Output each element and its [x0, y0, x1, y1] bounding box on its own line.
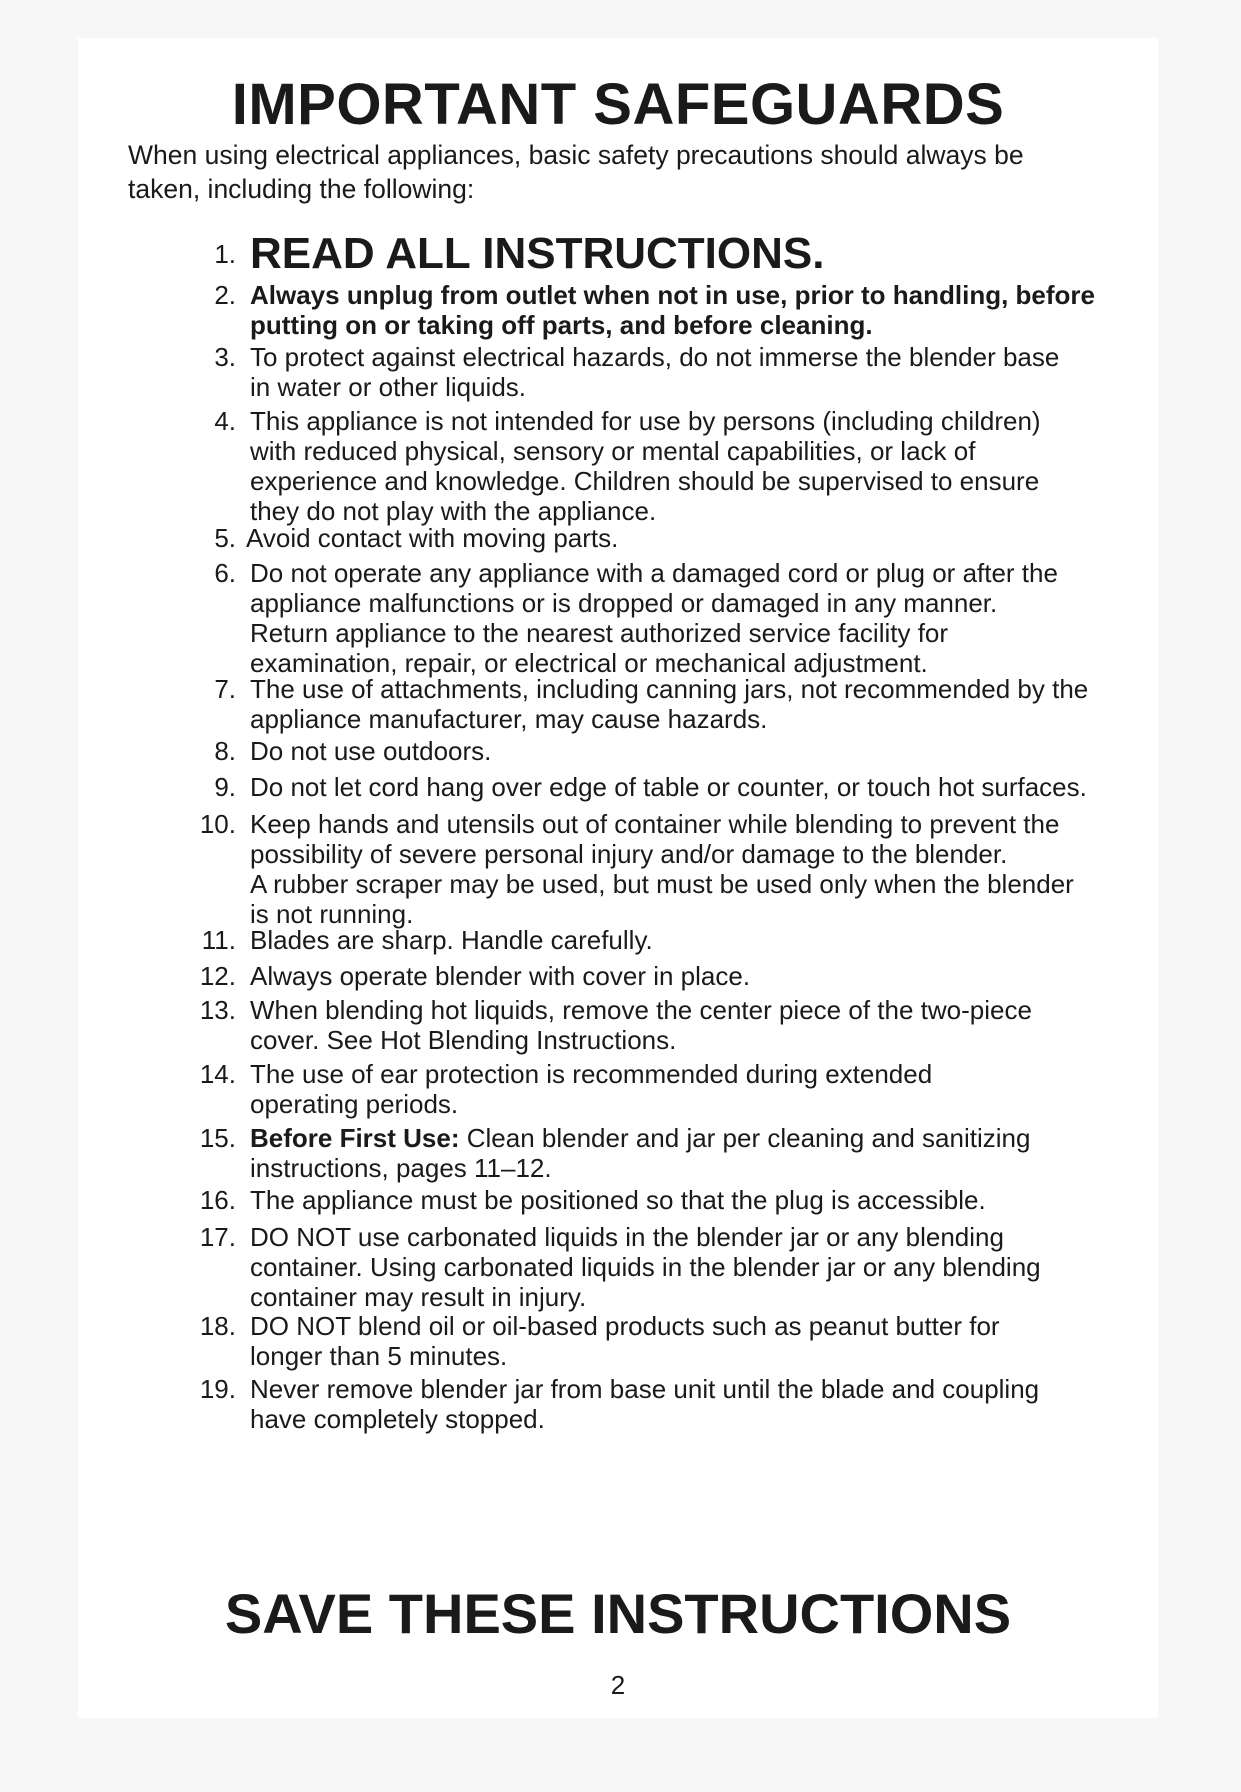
- item-number: 3.: [214, 342, 236, 372]
- item-number: 10.: [199, 809, 236, 839]
- item-line: Never remove blender jar from base unit until the blade and coupling: [250, 1374, 1040, 1404]
- item-line: READ ALL INSTRUCTIONS.: [250, 229, 825, 278]
- item-line: possibility of severe personal injury and/or damage to the blender.: [250, 839, 1008, 869]
- item-line: Do not let cord hang over edge of table or counter, or touch hot surfaces.: [250, 772, 1087, 802]
- item-line: Keep hands and utensils out of container while blending to prevent the: [250, 809, 1060, 839]
- item-number: 2.: [214, 280, 236, 310]
- item-text: [246, 523, 1151, 553]
- item-line: Avoid contact with moving parts.: [246, 523, 619, 553]
- item-text: [250, 1123, 1155, 1183]
- item-number: 18.: [199, 1311, 236, 1341]
- item-line: The use of attachments, including canning jars, not recommended by the: [250, 674, 1089, 704]
- item-text: [250, 772, 1155, 802]
- item-number: 13.: [199, 995, 236, 1025]
- item-line: examination, repair, or electrical or mechanical adjustment.: [250, 648, 928, 678]
- item-line: When blending hot liquids, remove the center piece of the two-piece: [250, 995, 1032, 1025]
- item-number: 14.: [199, 1059, 236, 1089]
- item-line: cover. See Hot Blending Instructions.: [250, 1025, 677, 1055]
- item-text: [250, 1311, 1155, 1371]
- item-text: [250, 558, 1155, 678]
- item-line: appliance manufacturer, may cause hazards.: [250, 704, 768, 734]
- item-text: [250, 995, 1155, 1055]
- page-number: 2: [610, 1670, 626, 1700]
- item-line: Return appliance to the nearest authorized service facility for: [250, 618, 949, 648]
- item-text: [250, 1222, 1155, 1312]
- item-number: 16.: [199, 1185, 236, 1215]
- item-number: 15.: [199, 1123, 236, 1153]
- item-line: is not running.: [250, 899, 414, 929]
- item-text: [250, 342, 1155, 402]
- item-line: To protect against electrical hazards, do not immerse the blender base: [250, 342, 1060, 372]
- save-instructions-heading: SAVE THESE INSTRUCTIONS: [224, 1582, 1012, 1645]
- item-line: Do not use outdoors.: [250, 736, 492, 766]
- item-text: [250, 280, 1155, 340]
- item-bold-prefix: Before First Use:: [250, 1123, 460, 1153]
- item-line: container may result in injury.: [250, 1282, 587, 1312]
- item-line: A rubber scraper may be used, but must be used only when the blender: [250, 869, 1074, 899]
- page-title: IMPORTANT SAFEGUARDS: [231, 72, 1005, 137]
- item-text: [250, 674, 1155, 734]
- item-line: appliance malfunctions or is dropped or damaged in any manner.: [250, 588, 998, 618]
- intro-line: taken, including the following:: [128, 174, 475, 204]
- item-line: in water or other liquids.: [250, 372, 527, 402]
- item-number: 11.: [201, 925, 236, 955]
- item-text: [250, 1059, 1155, 1119]
- item-line: Do not operate any appliance with a damaged cord or plug or after the: [250, 558, 1058, 588]
- item-number: 9.: [214, 772, 236, 802]
- item-text: [250, 809, 1155, 929]
- item-line: operating periods.: [250, 1089, 459, 1119]
- item-line: DO NOT use carbonated liquids in the blender jar or any blending: [250, 1222, 1004, 1252]
- item-number: 6.: [214, 558, 236, 588]
- item-line: they do not play with the appliance.: [250, 496, 657, 526]
- item-line: with reduced physical, sensory or mental capabilities, or lack of: [250, 436, 976, 466]
- item-number: 8.: [214, 736, 236, 766]
- item-line: Always operate blender with cover in place.: [250, 961, 751, 991]
- item-number: 1.: [214, 239, 236, 269]
- item-line: putting on or taking off parts, and before cleaning.: [250, 310, 873, 340]
- item-line: longer than 5 minutes.: [250, 1341, 508, 1371]
- item-text: [250, 1374, 1155, 1434]
- item-line: DO NOT blend oil or oil-based products such as peanut butter for: [250, 1311, 1000, 1341]
- item-number: 19.: [199, 1374, 236, 1404]
- item-line: have completely stopped.: [250, 1404, 545, 1434]
- item-line: The appliance must be positioned so that the plug is accessible.: [250, 1185, 986, 1215]
- item-line: Always unplug from outlet when not in use, prior to handling, before: [250, 280, 1095, 310]
- item-number: 17.: [199, 1222, 236, 1252]
- item-line-rest: Clean blender and jar per cleaning and sanitizing: [459, 1123, 1031, 1153]
- intro-paragraph: [128, 138, 1138, 206]
- item-line: This appliance is not intended for use by persons (including children): [250, 406, 1041, 436]
- item-number: 4.: [214, 406, 236, 436]
- item-text: [250, 1185, 1155, 1215]
- item-text: [250, 925, 1155, 955]
- item-line: The use of ear protection is recommended during extended: [250, 1059, 933, 1089]
- item-text: [250, 229, 1155, 278]
- item-line: container. Using carbonated liquids in the blender jar or any blending: [250, 1252, 1041, 1282]
- item-text: [250, 961, 1155, 991]
- item-line: instructions, pages 11–12.: [250, 1153, 552, 1183]
- item-number: 12.: [199, 961, 236, 991]
- item-line: [250, 1123, 1155, 1153]
- item-line: Blades are sharp. Handle carefully.: [250, 925, 653, 955]
- item-text: [250, 736, 1155, 766]
- item-number: 7.: [214, 674, 236, 704]
- intro-line: When using electrical appliances, basic safety precautions should always be: [128, 140, 1024, 170]
- item-number: 5.: [214, 523, 236, 553]
- document-page: [78, 38, 1158, 1718]
- item-text: [250, 406, 1155, 526]
- item-line: experience and knowledge. Children should be supervised to ensure: [250, 466, 1040, 496]
